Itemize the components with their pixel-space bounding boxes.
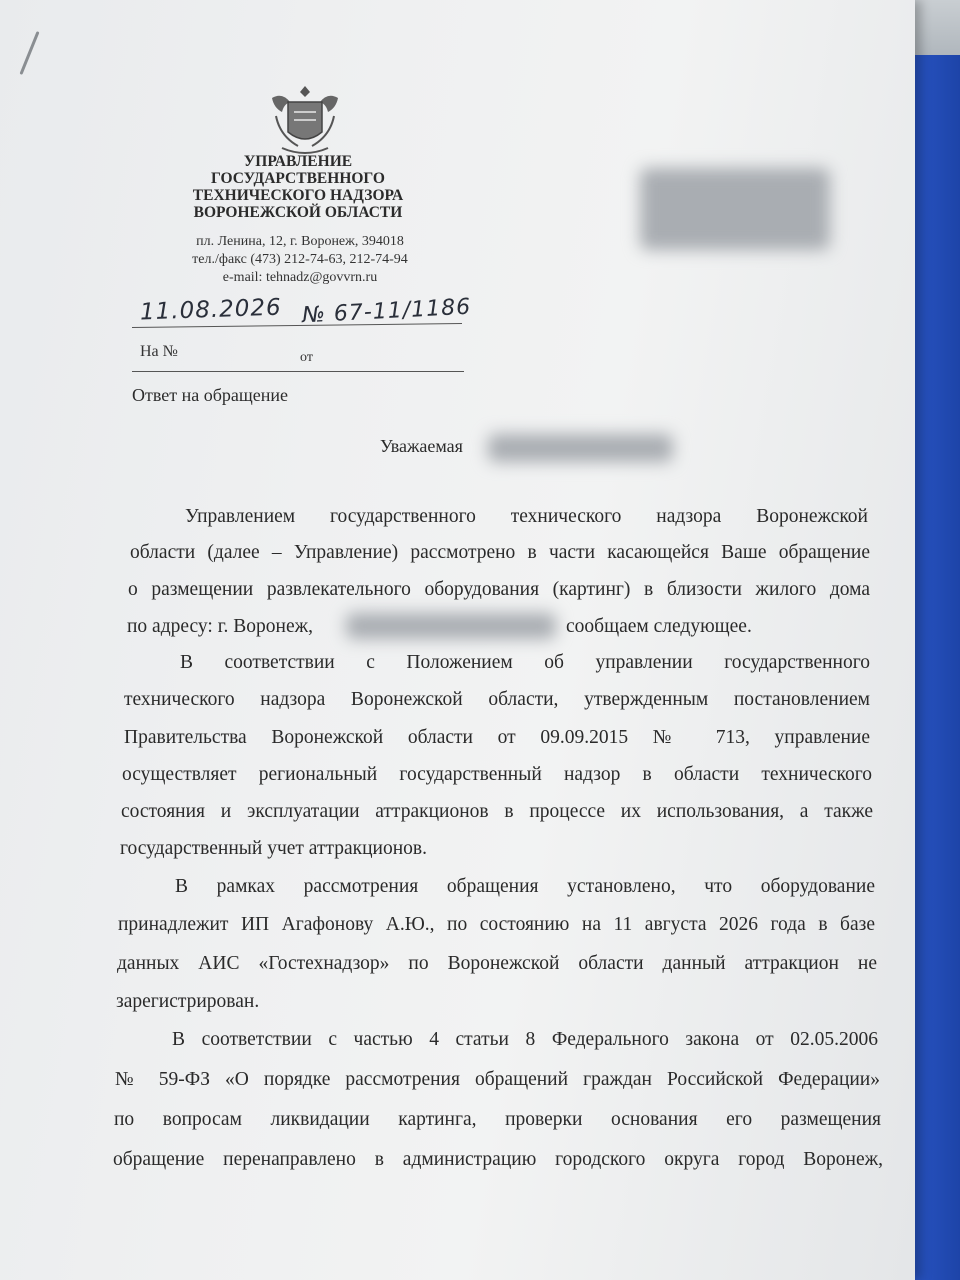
body-line: по вопросам ликвидации картинга, проверки основания его размещения [114,1109,881,1130]
reply-to-date-label: от [300,350,313,365]
phone-fax: тел./факс (473) 212-74-63, 212-74-94 [192,252,408,267]
org-line: ВОРОНЕЖСКОЙ ОБЛАСТИ [193,204,403,221]
handwritten-date: 11.08.2026 [139,294,283,326]
coat-of-arms-icon [262,82,348,158]
org-line: УПРАВЛЕНИЕ [243,153,353,170]
greeting: Уважаемая [380,436,463,456]
body-line: В соответствии с частью 4 статьи 8 Федерального закона от 02.05.2006 [172,1029,878,1050]
org-line: ГОСУДАРСТВЕННОГО [211,170,385,187]
reply-to-number-label: На № [140,343,178,360]
body-line: о размещении развлекательного оборудования (картинг) в близости жилого дома [128,579,870,600]
body-line: Управлением государственного технического надзора Воронежской [185,506,868,527]
body-line: государственный учет аттракционов. [120,838,428,859]
body-line: зарегистрирован. [116,991,260,1012]
body-line: Правительства Воронежской области от 09.09.2015 № 713, управление [124,727,870,748]
body-line: области (далее – Управление) рассмотрено в части касающейся Ваше обращение [130,542,870,563]
body-line: состояния и эксплуатации аттракционов в процессе их использования, а также [121,801,873,822]
staple [19,31,39,75]
letter-subject: Ответ на обращение [132,385,288,405]
body-line: данных АИС «Гостехнадзор» по Воронежской области данный аттракцион не [117,953,877,974]
body-line: обращение перенаправлено в администрацию городского округа город Воронеж, [113,1149,883,1170]
handwritten-number: № 67-11/1186 [301,294,472,329]
body-line: сообщаем следующее. [566,616,752,637]
body-line: принадлежит ИП Агафонову А.Ю., по состоянию на 11 августа 2026 года в базе [118,914,875,935]
postal-address: пл. Ленина, 12, г. Воронеж, 394018 [196,234,404,249]
email: e-mail: tehnadz@govvrn.ru [222,270,378,285]
body-line: В соответствии с Положением об управлении государственного [180,652,870,673]
body-line: № 59-ФЗ «О порядке рассмотрения обращений граждан Российской Федерации» [115,1069,880,1090]
organization-name [168,153,428,221]
redacted-recipient [640,168,830,250]
body-line: технического надзора Воронежской области, утвержденным постановлением [124,689,870,710]
divider [132,371,464,372]
body-line: В рамках рассмотрения обращения установлено, что оборудование [175,876,875,897]
org-line: ТЕХНИЧЕСКОГО НАДЗОРА [192,187,404,204]
contact-block [160,233,440,287]
redacted-address [346,613,556,639]
body-line: по адресу: г. Воронеж, [127,616,313,637]
redacted-name [488,434,673,462]
body-line: осуществляет региональный государственный надзор в области технического [122,764,872,785]
